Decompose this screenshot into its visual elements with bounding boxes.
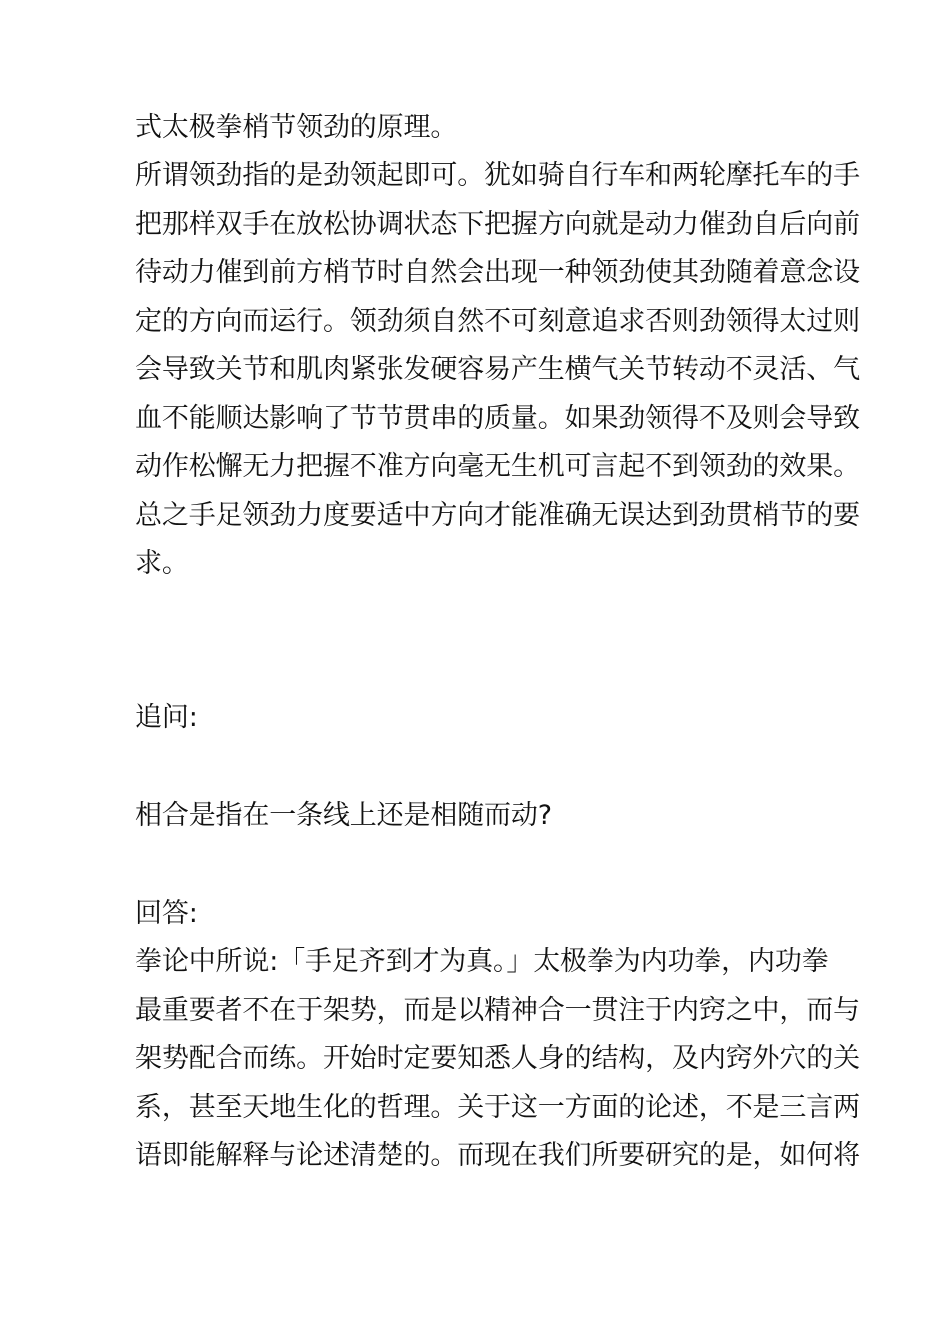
text-line: 拳论中所说:「手足齐到才为真。」太极拳为内功拳，内功拳 [135,946,829,977]
text-line: 回答: [135,898,198,929]
text-line: 会导致关节和肌肉紧张发硬容易产生横气关节转动不灵活、气 [135,354,860,385]
followup-question [135,792,825,841]
text-line: 所谓领劲指的是劲领起即可。犹如骑自行车和两轮摩托车的手 [135,160,860,191]
text-line: 架势配合而练。开始时定要知悉人身的结构，及内窍外穴的关 [135,1043,860,1074]
continuation-text [135,104,825,153]
text-line: 动作松懈无力把握不准方向毫无生机可言起不到领劲的效果。 [135,451,860,482]
text-line: 系，甚至天地生化的哲理。关于这一方面的论述，不是三言两 [135,1091,860,1123]
text-line: 待动力催到前方梢节时自然会出现一种领劲使其劲随着意念设 [135,257,860,288]
answer-label-2 [135,890,825,939]
answer-paragraph-2 [135,938,860,1181]
answer-paragraph-1 [135,152,860,589]
text-line: 定的方向而运行。领劲须自然不可刻意追求否则劲领得太过则 [135,305,860,337]
text-line: 追问: [135,702,198,733]
text-line: 最重要者不在于架势，而是以精神合一贯注于内窍之中，而与 [135,994,860,1026]
text-line: 求。 [135,548,189,579]
followup-label [135,694,825,743]
text-line: 总之手足领劲力度要适中方向才能准确无误达到劲贯梢节的要 [135,499,860,531]
text-line: 式太极拳梢节领劲的原理。 [135,112,458,143]
text-line: 语即能解释与论述清楚的。而现在我们所要研究的是，如何将 [135,1140,860,1171]
text-line: 相合是指在一条线上还是相随而动? [135,800,552,831]
text-line: 血不能顺达影响了节节贯串的质量。如果劲领得不及则会导致 [135,402,860,434]
text-line: 把那样双手在放松协调状态下把握方向就是动力催劲自后向前 [135,208,860,240]
